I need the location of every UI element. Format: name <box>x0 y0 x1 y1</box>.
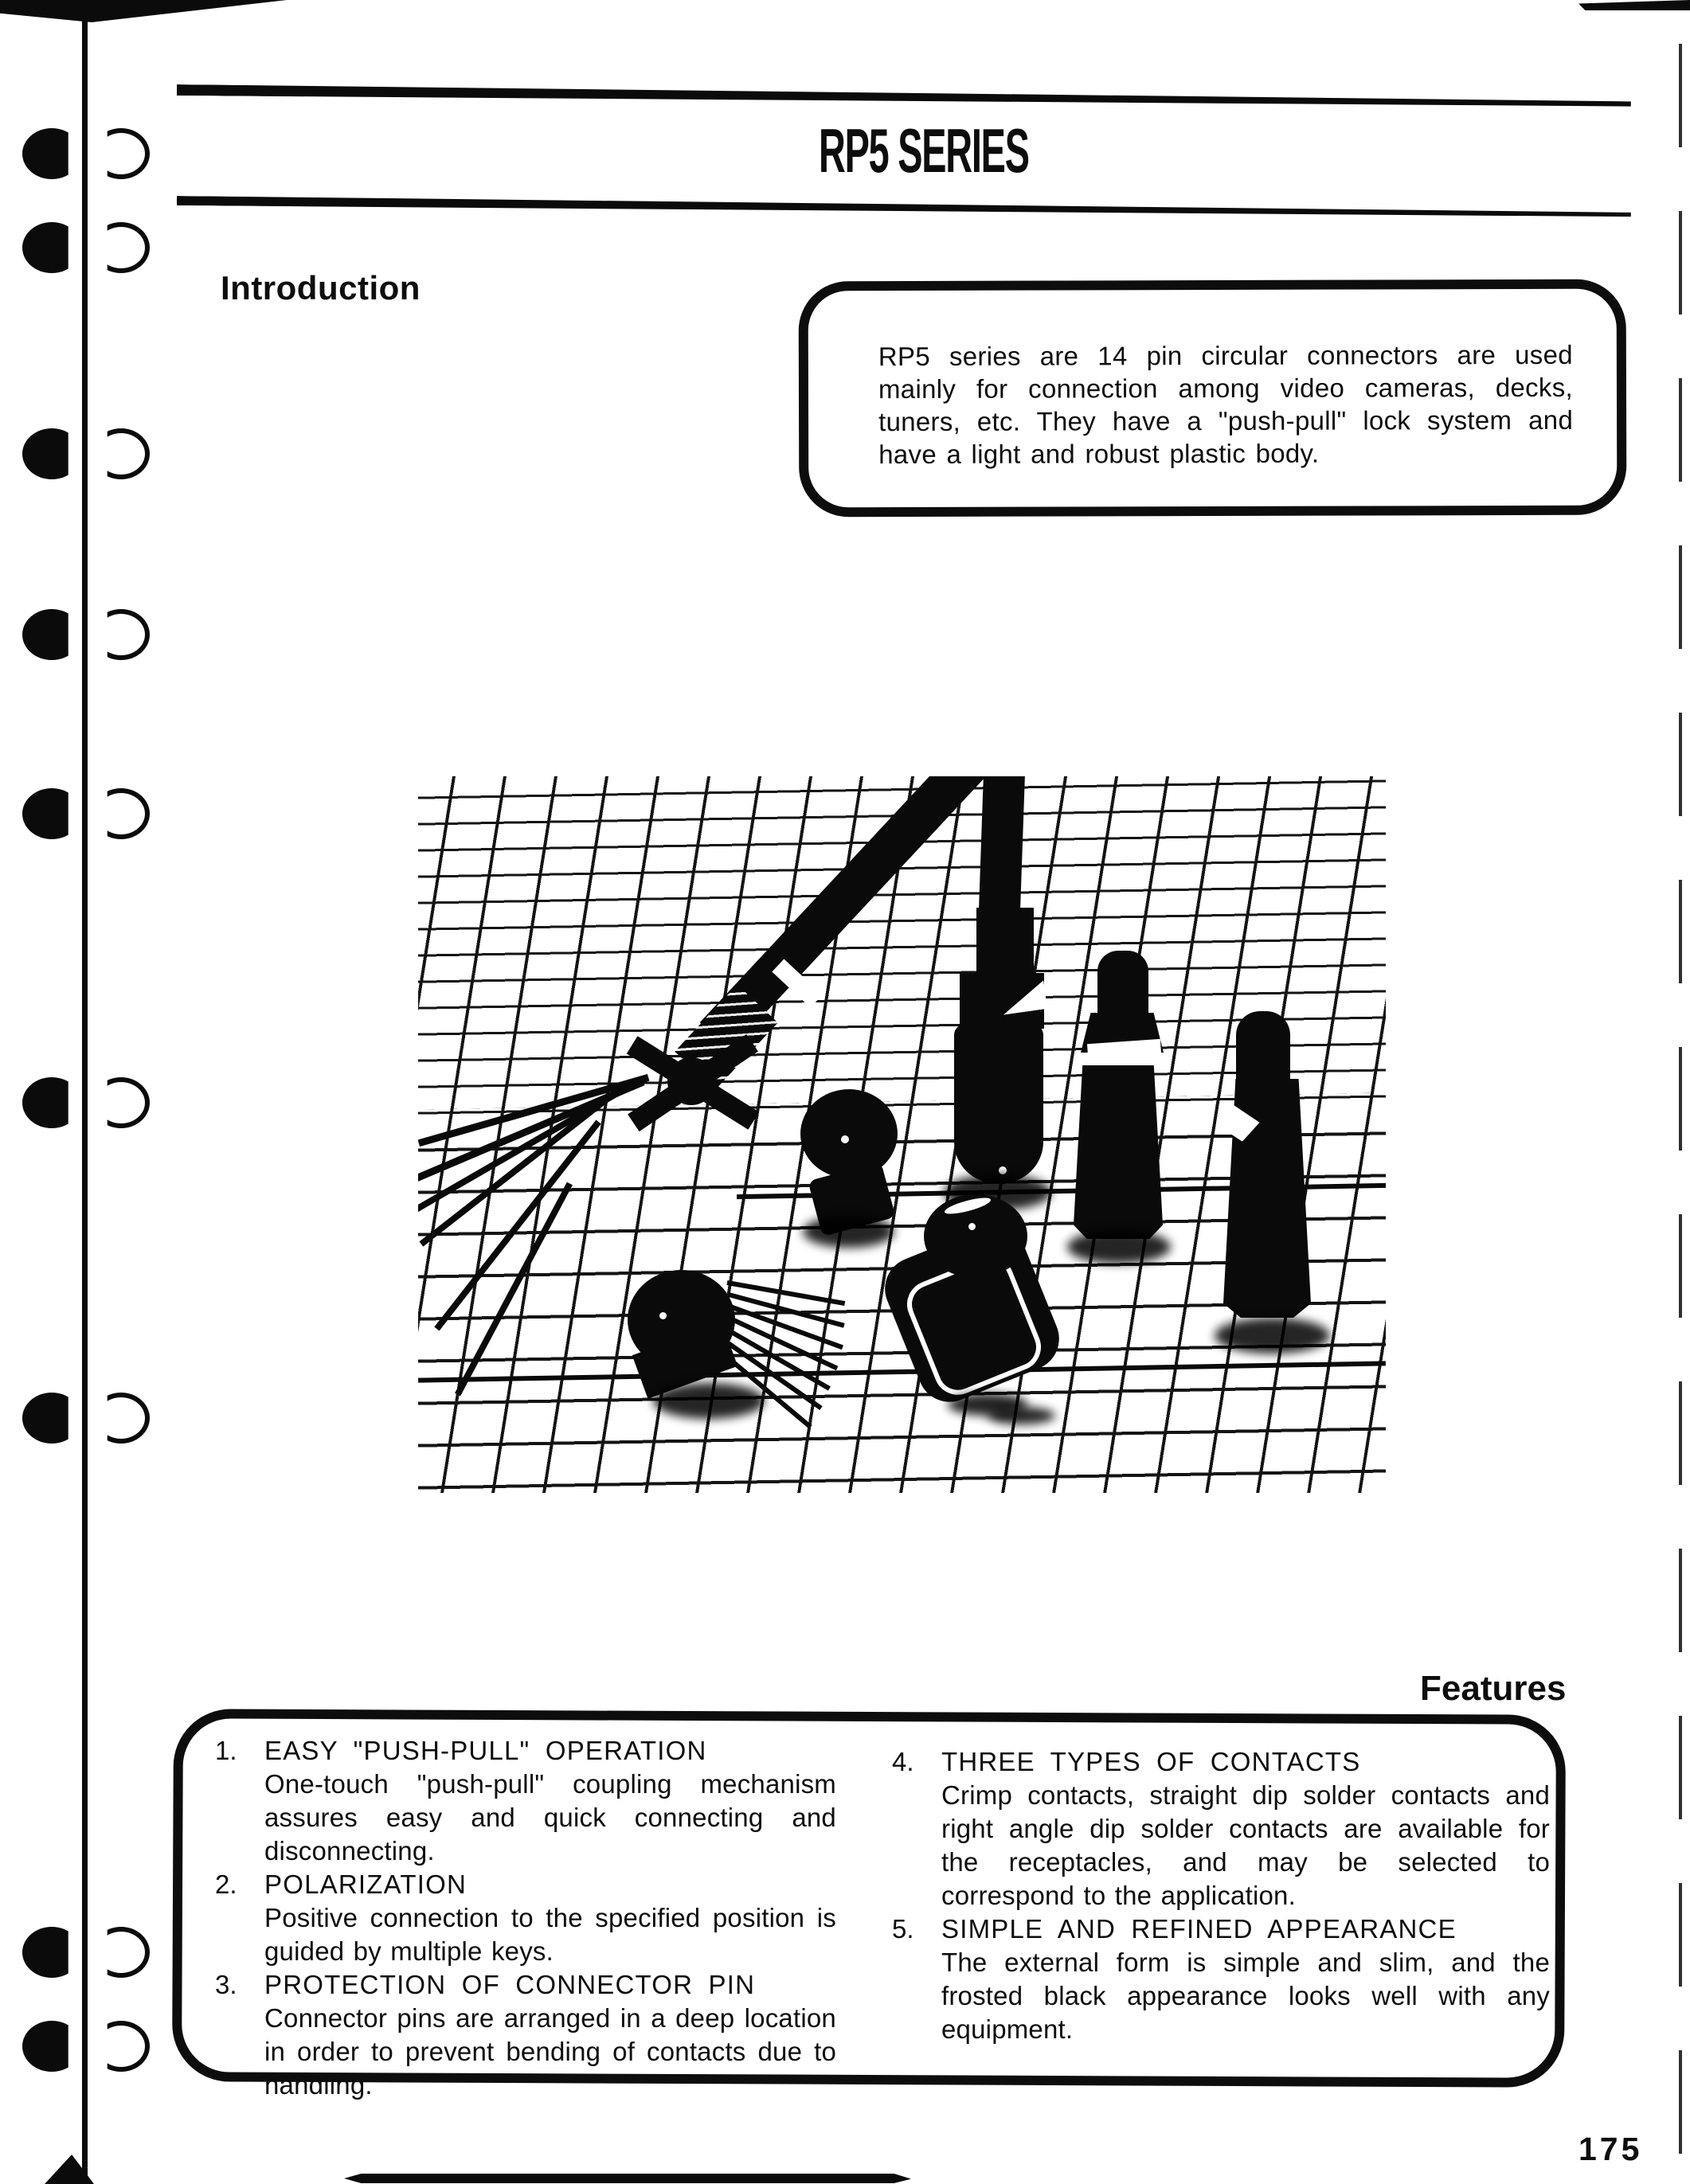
feature-number: 4. <box>892 1747 914 1776</box>
plug-shadow <box>988 1407 1055 1424</box>
feature-number: 3. <box>215 1970 237 1999</box>
features-heading: Features <box>1420 1669 1567 1708</box>
binder-hole-mark <box>22 128 81 179</box>
binder-hole-mark <box>22 609 81 660</box>
binder-hole-mark <box>92 788 150 839</box>
scan-bottom-edge-mark <box>344 2174 911 2183</box>
binder-hole-mark <box>22 428 81 479</box>
scan-corner-wedge <box>0 0 287 22</box>
binder-hole-mark <box>92 128 150 179</box>
feature-item <box>892 1912 1550 2046</box>
feature-item <box>215 1734 836 1868</box>
receptacle-pin-dot <box>841 1135 849 1143</box>
feature-body: Connector pins are arranged in a deep location in order to prevent bending of contacts due to handling. <box>264 2003 836 2100</box>
binder-hole-mark <box>22 1077 81 1128</box>
header-rule-bottom <box>177 196 1631 220</box>
plug-pin-dot <box>999 1166 1007 1174</box>
introduction-box <box>799 279 1627 518</box>
scan-fold-line <box>82 0 88 2184</box>
binder-hole-mark <box>22 1393 81 1444</box>
feature-number: 2. <box>215 1869 237 1899</box>
binder-hole-mark <box>92 609 150 660</box>
features-column-right <box>892 1745 1550 2046</box>
receptacle-shadow <box>803 1216 894 1248</box>
features-column-left <box>215 1734 836 2102</box>
connector-photo <box>418 776 1386 1493</box>
cable-silhouette <box>979 776 1025 916</box>
plug-white-band <box>1087 1039 1162 1069</box>
feature-number: 1. <box>215 1736 237 1765</box>
plug-body <box>954 1024 1043 1183</box>
page-title: RP5 SERIES <box>819 115 1029 186</box>
binder-hole-mark <box>22 1927 81 1978</box>
binder-hole-mark <box>92 428 150 479</box>
receptacle-cap <box>800 1089 898 1178</box>
flange-hub <box>667 1057 715 1105</box>
binder-hole-mark <box>92 2021 150 2072</box>
feature-title: POLARIZATION <box>264 1869 467 1899</box>
feature-title: EASY "PUSH-PULL" OPERATION <box>264 1736 707 1765</box>
binder-hole-mark <box>22 222 81 273</box>
binder-hole-mark <box>22 2021 81 2072</box>
feature-item <box>892 1745 1550 1912</box>
introduction-heading: Introduction <box>221 269 421 307</box>
receptacle-pin-dot <box>659 1312 667 1319</box>
feature-item <box>215 1868 836 1968</box>
plug-neck <box>976 908 1034 979</box>
binder-hole-mark <box>92 1077 150 1128</box>
feature-title: THREE TYPES OF CONTACTS <box>941 1747 1361 1776</box>
feature-body: Positive connection to the specified position is guided by multiple keys. <box>264 1903 836 1966</box>
plug-body <box>1074 1065 1163 1239</box>
binder-hole-mark <box>22 788 81 839</box>
feature-body: The external form is simple and slim, and the frosted black appearance looks well with any equipment. <box>941 1948 1550 2044</box>
feature-title: PROTECTION OF CONNECTOR PIN <box>264 1970 756 1999</box>
feature-body: One-touch "push-pull" coupling mechanism assures easy and quick connecting and disconnecting. <box>264 1769 836 1866</box>
page-number: 175 <box>1579 2131 1643 2167</box>
feature-item <box>215 1968 836 2102</box>
plug-pin-dot <box>968 1223 976 1230</box>
binder-hole-mark <box>92 1927 150 1978</box>
scan-right-edge-line <box>1679 44 1682 2154</box>
feature-number: 5. <box>892 1914 914 1944</box>
binder-hole-mark <box>92 222 150 273</box>
introduction-text: RP5 series are 14 pin circular connectors are used mainly for connection among video cameras, decks, tuners, etc. They have a "push-pull" lock system and have a light and robust plastic body. <box>878 339 1574 470</box>
scan-top-edge-mark <box>1579 0 1690 10</box>
feature-body: Crimp contacts, straight dip solder contacts and right angle dip solder contacts are available for the receptacles, and may be selected to correspond to the application. <box>941 1780 1550 1910</box>
feature-title: SIMPLE AND REFINED APPEARANCE <box>941 1914 1457 1944</box>
binder-hole-mark <box>92 1393 150 1444</box>
header-rule-top <box>177 84 1631 110</box>
plug-shadow <box>1067 1230 1171 1264</box>
receptacle-shadow <box>653 1383 765 1419</box>
plug-shadow <box>1215 1318 1330 1354</box>
